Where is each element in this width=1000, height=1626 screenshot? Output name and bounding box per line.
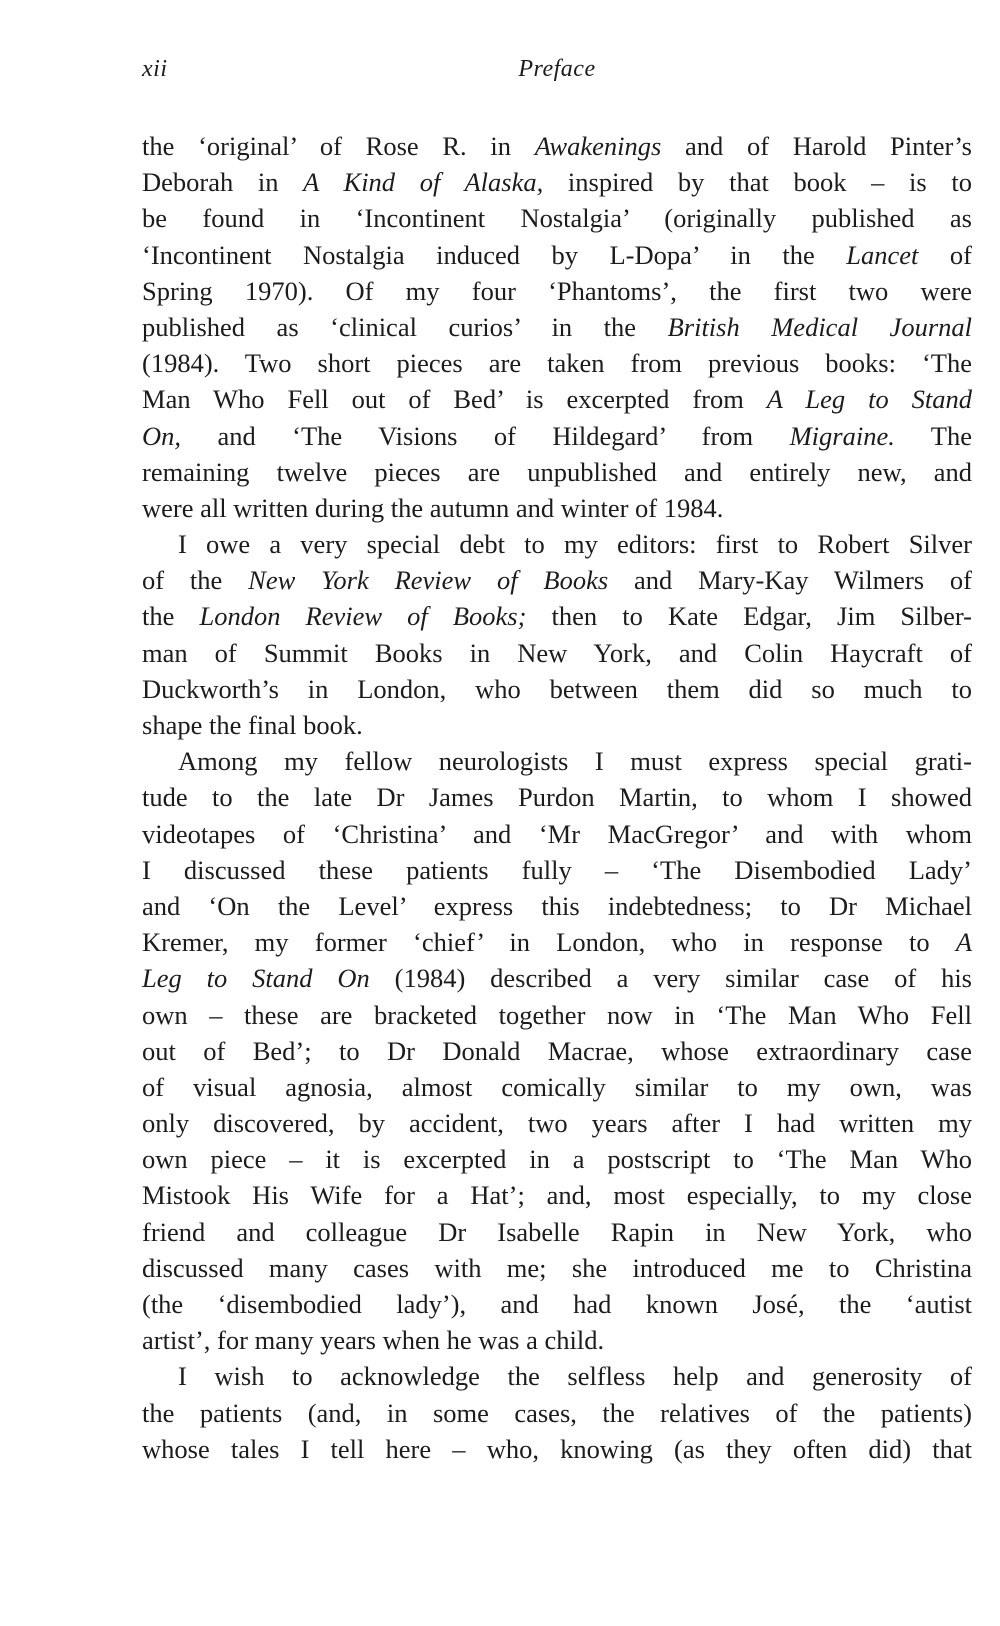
text-line: artist’, for many years when he was a child. xyxy=(142,1325,605,1356)
page-number: xii xyxy=(142,56,168,82)
text-line: were all written during the autumn and winter of 1984. xyxy=(142,492,724,523)
text-line: ‘Incontinent Nostalgia induced by L-Dopa’ in the Lancet of xyxy=(142,239,973,270)
body-text xyxy=(142,128,972,1467)
text-line: of visual agnosia, almost comically similar to my own, was xyxy=(142,1071,972,1102)
text-line: the London Review of Books; then to Kate Edgar, Jim Silber- xyxy=(142,601,972,632)
text-line: (the ‘disembodied lady’), and had known José, the ‘autist xyxy=(142,1289,972,1319)
text-line: Mistook His Wife for a Hat’; and, most especially, to my close xyxy=(142,1180,972,1211)
text-line: published as ‘clinical curios’ in the British Medical Journal xyxy=(142,311,972,342)
text-line: On, and ‘The Visions of Hildegard’ from Migraine. The xyxy=(142,420,972,451)
text-line: I discussed these patients fully – ‘The Disembodied Lady’ xyxy=(142,854,972,885)
text-line: Kremer, my former ‘chief’ in London, who in response to A xyxy=(142,927,972,958)
text-line: the ‘original’ of Rose R. in Awakenings and of Harold Pinter’s xyxy=(142,131,972,161)
text-line: Man Who Fell out of Bed’ is excerpted from A Leg to Stand xyxy=(142,384,972,415)
text-line: man of Summit Books in New York, and Colin Haycraft of xyxy=(142,637,972,668)
text-line: of the New York Review of Books and Mary-Kay Wilmers of xyxy=(142,565,973,596)
text-line: be found in ‘Incontinent Nostalgia’ (originally published as xyxy=(142,203,972,234)
text-line: Spring 1970). Of my four ‘Phantoms’, the first two were xyxy=(142,275,972,306)
text-line: Duckworth’s in London, who between them did so much to xyxy=(142,673,972,704)
text-line: discussed many cases with me; she introduced me to Christina xyxy=(142,1252,972,1283)
text-line: tude to the late Dr James Purdon Martin, to whom I showed xyxy=(142,782,972,813)
section-title: Preface xyxy=(518,56,596,82)
text-line: Deborah in A Kind of Alaska, inspired by that book – is to xyxy=(142,167,972,198)
text-line: I wish to acknowledge the selfless help and generosity of xyxy=(178,1361,972,1392)
text-line: (1984). Two short pieces are taken from previous books: ‘The xyxy=(142,348,972,379)
text-line: own – these are bracketed together now in ‘The Man Who Fell xyxy=(142,999,972,1030)
text-line: remaining twelve pieces are unpublished and entirely new, and xyxy=(142,456,972,487)
text-line: and ‘On the Level’ express this indebtedness; to Dr Michael xyxy=(142,890,972,921)
text-line: videotapes of ‘Christina’ and ‘Mr MacGregor’ and with whom xyxy=(142,818,972,849)
text-line: friend and colleague Dr Isabelle Rapin in New York, who xyxy=(142,1216,972,1247)
text-line: I owe a very special debt to my editors: first to Robert Silver xyxy=(178,529,972,560)
text-line: Among my fellow neurologists I must express special grati- xyxy=(178,746,972,777)
running-head xyxy=(142,56,972,92)
text-line: out of Bed’; to Dr Donald Macrae, whose extraordinary case xyxy=(142,1035,972,1066)
text-line: the patients (and, in some cases, the relatives of the patients) xyxy=(142,1397,972,1428)
text-line: only discovered, by accident, two years after I had written my xyxy=(142,1108,972,1139)
text-line: own piece – it is excerpted in a postscript to ‘The Man Who xyxy=(142,1144,972,1175)
text-line: Leg to Stand On (1984) described a very similar case of his xyxy=(142,963,972,994)
text-line: whose tales I tell here – who, knowing (as they often did) that xyxy=(142,1433,972,1464)
text-line: shape the final book. xyxy=(142,710,363,740)
